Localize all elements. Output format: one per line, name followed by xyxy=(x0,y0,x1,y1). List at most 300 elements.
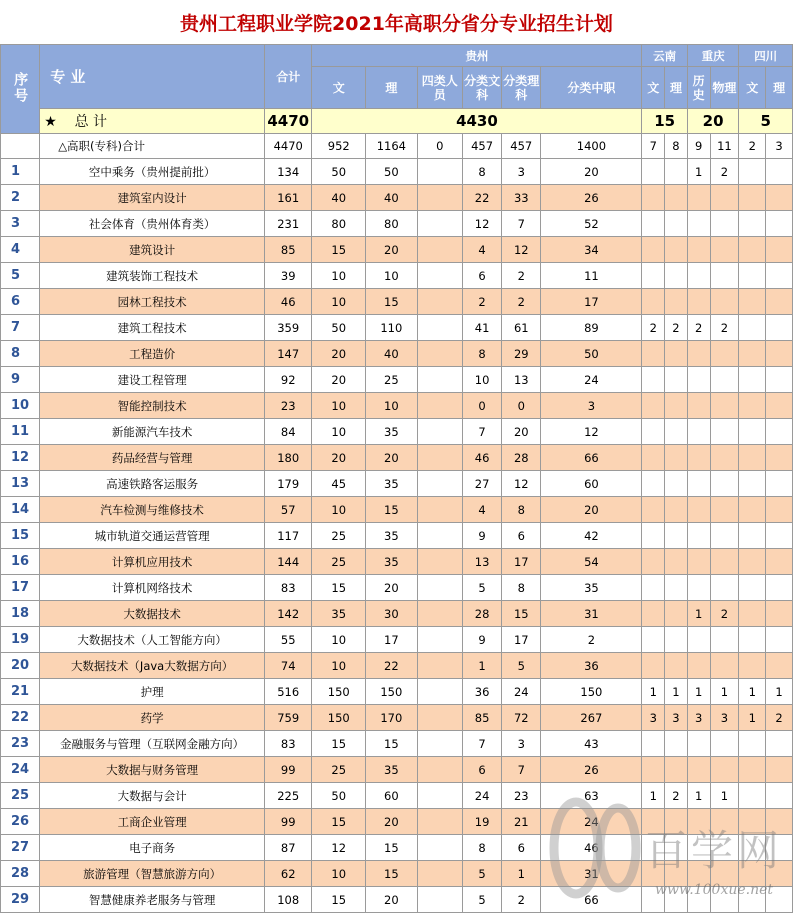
table-cell: 2 xyxy=(642,315,665,341)
row-number: 19 xyxy=(1,627,40,653)
table-cell xyxy=(665,731,688,757)
table-row xyxy=(1,419,793,445)
row-number: 2 xyxy=(1,185,40,211)
table-row xyxy=(1,315,793,341)
table-cell xyxy=(417,393,462,419)
row-number: 10 xyxy=(1,393,40,419)
chongqing-header: 重庆 xyxy=(687,45,739,67)
table-cell: 42 xyxy=(541,523,642,549)
enrollment-plan-table xyxy=(0,44,793,913)
table-cell: 24 xyxy=(502,679,541,705)
table-cell: 1 xyxy=(642,783,665,809)
table-cell xyxy=(642,497,665,523)
table-cell xyxy=(417,289,462,315)
table-cell xyxy=(766,185,793,211)
table-cell: 20 xyxy=(541,159,642,185)
table-cell xyxy=(417,887,462,913)
table-cell xyxy=(417,601,462,627)
table-cell xyxy=(687,289,710,315)
table-cell: 35 xyxy=(366,471,418,497)
table-cell xyxy=(665,263,688,289)
table-cell: 30 xyxy=(366,601,418,627)
table-cell: 23 xyxy=(502,783,541,809)
table-cell xyxy=(739,601,766,627)
table-cell: 12 xyxy=(502,237,541,263)
table-cell: 5 xyxy=(502,653,541,679)
table-cell: 99 xyxy=(265,809,312,835)
table-row xyxy=(1,263,793,289)
table-cell xyxy=(739,575,766,601)
sc-li-header: 理 xyxy=(766,67,793,109)
table-cell xyxy=(665,601,688,627)
table-cell: 22 xyxy=(366,653,418,679)
table-cell: 161 xyxy=(265,185,312,211)
header-row-1 xyxy=(1,45,793,67)
table-cell: 1 xyxy=(687,601,710,627)
table-cell: 80 xyxy=(366,211,418,237)
table-cell: 5 xyxy=(463,861,502,887)
table-cell: 1 xyxy=(710,783,739,809)
table-cell xyxy=(642,159,665,185)
table-cell xyxy=(687,627,710,653)
table-row xyxy=(1,627,793,653)
table-cell: 21 xyxy=(502,809,541,835)
row-number: 27 xyxy=(1,835,40,861)
table-cell: 28 xyxy=(502,445,541,471)
table-cell: 35 xyxy=(366,523,418,549)
table-cell: 15 xyxy=(366,289,418,315)
table-cell: 6 xyxy=(502,835,541,861)
table-cell: 13 xyxy=(463,549,502,575)
table-cell: 20 xyxy=(366,445,418,471)
row-number: 20 xyxy=(1,653,40,679)
table-cell xyxy=(665,159,688,185)
table-cell: 8 xyxy=(502,497,541,523)
row-number: 7 xyxy=(1,315,40,341)
table-cell: 180 xyxy=(265,445,312,471)
table-cell: 0 xyxy=(463,393,502,419)
table-cell xyxy=(739,419,766,445)
major-name: 大数据技术（Java大数据方向） xyxy=(40,653,265,679)
major-name: 金融服务与管理（互联网金融方向） xyxy=(40,731,265,757)
table-row xyxy=(1,289,793,315)
table-cell: 12 xyxy=(502,471,541,497)
sc-wen-header: 文 xyxy=(739,67,766,109)
fenlei-zhongzhi-header: 分类中职 xyxy=(541,67,642,109)
major-name: 建筑工程技术 xyxy=(40,315,265,341)
table-cell xyxy=(417,653,462,679)
table-cell xyxy=(687,263,710,289)
table-cell xyxy=(710,757,739,783)
fenlei-wenke-header: 分类文科 xyxy=(463,67,502,109)
table-cell: 61 xyxy=(502,315,541,341)
major-name: 高速铁路客运服务 xyxy=(40,471,265,497)
table-cell xyxy=(417,237,462,263)
table-cell: 20 xyxy=(312,367,366,393)
table-cell: 10 xyxy=(312,393,366,419)
table-cell: 46 xyxy=(541,835,642,861)
table-cell: 45 xyxy=(312,471,366,497)
table-cell: 10 xyxy=(366,393,418,419)
table-cell: 35 xyxy=(366,549,418,575)
table-cell: 7 xyxy=(463,419,502,445)
guizhou-header: 贵州 xyxy=(312,45,642,67)
major-name: 大数据技术 xyxy=(40,601,265,627)
table-cell xyxy=(710,445,739,471)
table-cell: 29 xyxy=(502,341,541,367)
table-cell xyxy=(710,575,739,601)
table-cell: 36 xyxy=(541,653,642,679)
table-cell: 5 xyxy=(463,575,502,601)
table-row xyxy=(1,497,793,523)
table-cell xyxy=(739,653,766,679)
table-cell xyxy=(417,627,462,653)
summary-sichuan: 5 xyxy=(739,109,793,134)
major-name: 大数据与会计 xyxy=(40,783,265,809)
table-cell: 15 xyxy=(366,497,418,523)
table-cell: 23 xyxy=(265,393,312,419)
table-cell: 1 xyxy=(687,159,710,185)
table-cell: 6 xyxy=(463,263,502,289)
table-cell xyxy=(710,549,739,575)
table-cell: 1 xyxy=(739,679,766,705)
table-cell xyxy=(710,523,739,549)
table-cell: 759 xyxy=(265,705,312,731)
table-cell xyxy=(665,757,688,783)
row-number: 12 xyxy=(1,445,40,471)
table-cell xyxy=(739,445,766,471)
table-cell xyxy=(642,419,665,445)
table-cell xyxy=(665,367,688,393)
summary-yunnan: 15 xyxy=(642,109,687,134)
row-number: 5 xyxy=(1,263,40,289)
star-icon: ★ xyxy=(44,114,57,130)
table-cell xyxy=(417,159,462,185)
table-cell xyxy=(710,237,739,263)
table-cell xyxy=(642,549,665,575)
table-cell: 1 xyxy=(687,679,710,705)
table-cell xyxy=(417,471,462,497)
table-cell xyxy=(642,263,665,289)
table-cell: 33 xyxy=(502,185,541,211)
table-cell: 2 xyxy=(710,315,739,341)
table-cell: 35 xyxy=(541,575,642,601)
table-cell: 2 xyxy=(463,289,502,315)
table-cell: 31 xyxy=(541,861,642,887)
table-cell xyxy=(665,471,688,497)
summary-guizhou: 4430 xyxy=(312,109,642,134)
table-cell: 46 xyxy=(463,445,502,471)
row-number: 16 xyxy=(1,549,40,575)
table-cell: 8 xyxy=(502,575,541,601)
table-cell: 12 xyxy=(541,419,642,445)
table-cell: 359 xyxy=(265,315,312,341)
table-cell xyxy=(642,653,665,679)
row-number: 18 xyxy=(1,601,40,627)
table-cell: 3 xyxy=(766,134,793,159)
table-cell: 25 xyxy=(312,757,366,783)
table-cell xyxy=(665,497,688,523)
table-cell xyxy=(739,159,766,185)
table-cell xyxy=(710,185,739,211)
table-cell: 231 xyxy=(265,211,312,237)
seq-header: 序号 xyxy=(1,45,40,134)
table-cell: 52 xyxy=(541,211,642,237)
table-cell: 150 xyxy=(366,679,418,705)
table-cell: 10 xyxy=(312,653,366,679)
summary-label: ★ 总 计 xyxy=(40,109,265,134)
table-row xyxy=(1,549,793,575)
table-cell: 84 xyxy=(265,419,312,445)
table-cell: 54 xyxy=(541,549,642,575)
table-cell xyxy=(665,289,688,315)
table-cell: 9 xyxy=(463,627,502,653)
table-cell: 80 xyxy=(312,211,366,237)
table-cell: 1 xyxy=(463,653,502,679)
table-cell xyxy=(642,185,665,211)
table-cell: 12 xyxy=(312,835,366,861)
subtotal-label: △高职(专科)合计 xyxy=(40,134,265,159)
table-cell xyxy=(710,731,739,757)
table-cell: 3 xyxy=(665,705,688,731)
table-cell xyxy=(417,497,462,523)
table-cell xyxy=(665,419,688,445)
table-cell xyxy=(710,289,739,315)
table-cell: 6 xyxy=(463,757,502,783)
row-number: 23 xyxy=(1,731,40,757)
major-name: 计算机应用技术 xyxy=(40,549,265,575)
table-cell: 87 xyxy=(265,835,312,861)
table-cell: 15 xyxy=(502,601,541,627)
row-number: 17 xyxy=(1,575,40,601)
table-cell xyxy=(642,445,665,471)
major-name: 药品经营与管理 xyxy=(40,445,265,471)
table-cell: 15 xyxy=(366,731,418,757)
major-name: 大数据与财务管理 xyxy=(40,757,265,783)
table-cell: 74 xyxy=(265,653,312,679)
table-cell xyxy=(417,731,462,757)
table-cell xyxy=(739,783,766,809)
table-cell: 1 xyxy=(687,783,710,809)
table-cell: 20 xyxy=(366,887,418,913)
table-cell xyxy=(766,237,793,263)
table-cell xyxy=(687,341,710,367)
table-cell xyxy=(642,341,665,367)
table-cell: 5 xyxy=(463,887,502,913)
table-cell xyxy=(417,185,462,211)
table-cell xyxy=(687,471,710,497)
table-cell: 10 xyxy=(312,497,366,523)
table-cell xyxy=(1,134,40,159)
table-cell: 15 xyxy=(312,731,366,757)
table-cell: 7 xyxy=(463,731,502,757)
yunnan-header: 云南 xyxy=(642,45,687,67)
major-name: 建筑室内设计 xyxy=(40,185,265,211)
table-cell xyxy=(710,653,739,679)
table-row xyxy=(1,757,793,783)
table-cell xyxy=(739,731,766,757)
table-cell: 2 xyxy=(502,263,541,289)
table-cell: 40 xyxy=(366,341,418,367)
subtotal-row xyxy=(1,134,793,159)
table-cell: 8 xyxy=(463,341,502,367)
table-cell: 150 xyxy=(541,679,642,705)
table-cell xyxy=(665,627,688,653)
table-cell: 19 xyxy=(463,809,502,835)
table-cell xyxy=(739,549,766,575)
major-name: 社会体育（贵州体育类） xyxy=(40,211,265,237)
table-cell: 8 xyxy=(665,134,688,159)
table-cell: 17 xyxy=(541,289,642,315)
table-cell: 50 xyxy=(541,341,642,367)
table-cell xyxy=(417,419,462,445)
table-cell: 2 xyxy=(710,601,739,627)
table-cell xyxy=(417,211,462,237)
table-cell: 3 xyxy=(642,705,665,731)
table-cell xyxy=(766,419,793,445)
gz-li-header: 理 xyxy=(366,67,418,109)
table-cell: 10 xyxy=(312,263,366,289)
gz-wen-header: 文 xyxy=(312,67,366,109)
table-cell xyxy=(710,419,739,445)
table-cell: 11 xyxy=(541,263,642,289)
table-cell xyxy=(766,263,793,289)
table-cell: 15 xyxy=(312,809,366,835)
table-cell xyxy=(766,393,793,419)
table-cell xyxy=(417,523,462,549)
table-cell: 516 xyxy=(265,679,312,705)
table-row xyxy=(1,523,793,549)
major-name: 智能控制技术 xyxy=(40,393,265,419)
table-cell: 10 xyxy=(366,263,418,289)
table-cell: 457 xyxy=(502,134,541,159)
major-name: 计算机网络技术 xyxy=(40,575,265,601)
table-cell: 63 xyxy=(541,783,642,809)
table-cell: 1 xyxy=(642,679,665,705)
summary-row xyxy=(1,109,793,134)
table-cell xyxy=(417,835,462,861)
table-cell: 40 xyxy=(366,185,418,211)
major-name: 空中乘务（贵州提前批） xyxy=(40,159,265,185)
table-cell: 27 xyxy=(463,471,502,497)
table-cell xyxy=(642,757,665,783)
table-cell: 66 xyxy=(541,445,642,471)
table-cell: 1 xyxy=(710,679,739,705)
table-cell: 225 xyxy=(265,783,312,809)
major-name: 汽车检测与维修技术 xyxy=(40,497,265,523)
table-cell xyxy=(710,341,739,367)
table-cell xyxy=(766,289,793,315)
table-cell xyxy=(642,237,665,263)
table-cell: 24 xyxy=(541,367,642,393)
table-cell xyxy=(766,497,793,523)
table-cell: 1400 xyxy=(541,134,642,159)
row-number: 22 xyxy=(1,705,40,731)
table-cell xyxy=(739,471,766,497)
table-cell xyxy=(739,315,766,341)
major-name: 旅游管理（智慧旅游方向） xyxy=(40,861,265,887)
table-cell: 26 xyxy=(541,185,642,211)
table-cell xyxy=(766,575,793,601)
table-row xyxy=(1,679,793,705)
table-cell: 2 xyxy=(502,887,541,913)
table-cell: 40 xyxy=(312,185,366,211)
major-name: 工商企业管理 xyxy=(40,809,265,835)
table-cell xyxy=(739,211,766,237)
table-cell: 2 xyxy=(541,627,642,653)
table-cell: 10 xyxy=(312,861,366,887)
table-cell xyxy=(417,445,462,471)
table-cell xyxy=(766,211,793,237)
major-name: 新能源汽车技术 xyxy=(40,419,265,445)
table-cell xyxy=(665,393,688,419)
table-cell: 25 xyxy=(312,549,366,575)
table-cell xyxy=(687,393,710,419)
table-cell xyxy=(739,341,766,367)
table-cell xyxy=(766,341,793,367)
major-name: 药学 xyxy=(40,705,265,731)
major-name: 城市轨道交通运营管理 xyxy=(40,523,265,549)
table-cell: 60 xyxy=(541,471,642,497)
table-cell: 2 xyxy=(665,783,688,809)
table-row xyxy=(1,575,793,601)
table-cell: 50 xyxy=(366,159,418,185)
major-name: 大数据技术（人工智能方向） xyxy=(40,627,265,653)
table-cell: 85 xyxy=(463,705,502,731)
summary-chongqing: 20 xyxy=(687,109,739,134)
table-cell: 1 xyxy=(502,861,541,887)
table-cell: 2 xyxy=(739,134,766,159)
table-cell xyxy=(687,185,710,211)
table-cell xyxy=(665,211,688,237)
table-cell: 25 xyxy=(366,367,418,393)
table-cell xyxy=(739,185,766,211)
table-cell: 9 xyxy=(687,134,710,159)
table-cell: 31 xyxy=(541,601,642,627)
row-number: 25 xyxy=(1,783,40,809)
table-cell xyxy=(766,549,793,575)
table-cell: 22 xyxy=(463,185,502,211)
table-cell: 10 xyxy=(312,419,366,445)
table-cell xyxy=(766,445,793,471)
table-cell: 11 xyxy=(710,134,739,159)
table-cell: 147 xyxy=(265,341,312,367)
table-cell xyxy=(766,315,793,341)
table-row xyxy=(1,159,793,185)
table-cell xyxy=(739,497,766,523)
table-cell xyxy=(642,471,665,497)
table-cell xyxy=(687,497,710,523)
major-name: 工程造价 xyxy=(40,341,265,367)
table-cell: 10 xyxy=(312,627,366,653)
table-cell: 17 xyxy=(502,627,541,653)
table-cell: 15 xyxy=(312,575,366,601)
table-cell xyxy=(766,471,793,497)
table-cell xyxy=(739,393,766,419)
table-cell: 10 xyxy=(463,367,502,393)
table-cell: 150 xyxy=(312,679,366,705)
total-header: 合计 xyxy=(265,45,312,109)
table-cell xyxy=(739,523,766,549)
table-cell: 20 xyxy=(366,809,418,835)
table-cell xyxy=(417,315,462,341)
table-cell: 28 xyxy=(463,601,502,627)
table-cell xyxy=(417,549,462,575)
table-cell: 25 xyxy=(312,523,366,549)
cq-wuli-header: 物理 xyxy=(710,67,739,109)
page-title: 贵州工程职业学院2021年高职分省分专业招生计划 xyxy=(0,0,793,44)
table-cell: 1 xyxy=(665,679,688,705)
